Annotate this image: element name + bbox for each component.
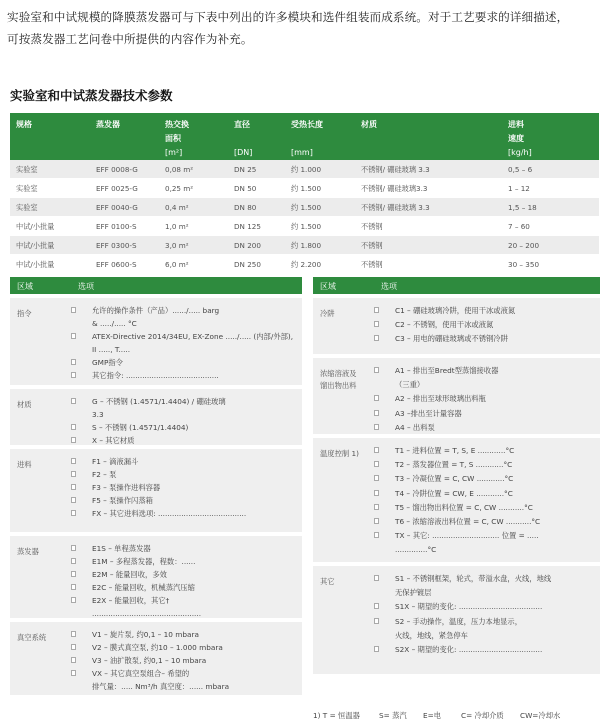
spec-cell-material: 不锈钢 <box>361 241 383 250</box>
option-group <box>10 445 302 532</box>
checkbox[interactable] <box>71 333 76 339</box>
spec-cell-dn: DN 125 <box>234 222 261 231</box>
option-group <box>313 562 600 674</box>
intro-text <box>7 6 607 50</box>
checkbox[interactable] <box>71 398 76 404</box>
option-label: A3 –排出至计量容器 <box>395 408 462 418</box>
option-label: E2C – 能量回收，机械蒸汽压缩 <box>92 583 195 592</box>
spec-cell-area: 0,08 m² <box>165 165 194 174</box>
option-label: C1 – 硼硅玻璃冷阱，使用干冰或液氮 <box>395 306 516 315</box>
checkbox[interactable] <box>374 475 379 481</box>
option-label: C3 – 用电的硼硅玻璃或不锈钢冷阱 <box>395 334 508 344</box>
spec-table-row <box>10 255 599 274</box>
checkbox[interactable] <box>374 395 379 401</box>
header-feed: 进料 速度 [kg/h] <box>508 120 532 157</box>
option-label: VX – 其它真空泵组合– 希望的 <box>92 669 190 678</box>
checkbox[interactable] <box>374 321 379 327</box>
option-label: 其它指令: ........................................ <box>92 371 219 380</box>
spec-cell-length: 约 1.500 <box>291 184 322 193</box>
option-label: S2 – 手动操作，温度，压力本地显示， <box>395 616 523 626</box>
header-diameter: 直径 [DN] <box>234 120 253 157</box>
spec-cell-material: 不锈钢/ 硼硅玻璃3.3 <box>361 184 428 193</box>
footnote-e: E=电 <box>423 711 442 720</box>
options-panel-left <box>10 277 302 695</box>
option-group <box>10 385 302 445</box>
option-label: A1 – 排出至Bredt型蒸馏接收器 <box>395 366 499 375</box>
checkbox[interactable] <box>374 461 379 467</box>
option-label: 3.3 <box>92 410 104 419</box>
spec-cell-dn: DN 250 <box>234 260 261 269</box>
spec-table <box>10 113 599 274</box>
spec-table-row <box>10 179 599 198</box>
header-options-right: 选项 <box>381 282 397 291</box>
option-label: X – 其它材质 <box>92 436 135 445</box>
option-label: T5 – 馏出物出料位置 = C, CW ...........°C <box>395 502 533 512</box>
spec-cell-material: 不锈钢 <box>361 260 383 269</box>
checkbox[interactable] <box>71 424 76 430</box>
checkbox[interactable] <box>71 372 76 378</box>
checkbox[interactable] <box>71 584 76 590</box>
spec-cell-dn: DN 80 <box>234 203 257 212</box>
option-label: GMP指令 <box>92 358 123 367</box>
option-label: T2 – 蒸发器位置 = T, S ............°C <box>395 460 513 470</box>
spec-cell-length: 约 1.500 <box>291 222 322 231</box>
option-group-area: 其它 <box>320 577 335 586</box>
checkbox[interactable] <box>374 307 379 313</box>
option-label: 排气量：..... Nm³/h 真空度：...... mbara <box>92 682 230 691</box>
spec-cell-length: 约 2.200 <box>291 260 322 269</box>
spec-cell-dn: DN 200 <box>234 241 261 250</box>
option-label: C2 – 不锈钢，使用干冰或液氮 <box>395 320 494 330</box>
checkbox[interactable] <box>374 447 379 453</box>
header-scale: 规格 <box>16 120 32 129</box>
option-label: （三重） <box>395 380 425 390</box>
spec-cell-model: EFF 0100-S <box>96 222 137 231</box>
option-label: FX – 其它进料选项: ...................................... <box>92 509 247 518</box>
spec-cell-area: 3,0 m² <box>165 241 189 250</box>
option-label: V3 – 油扩散泵, 约0,1 – 10 mbara <box>92 656 207 665</box>
option-label: F5 – 泵操作闪蒸箱 <box>92 496 153 505</box>
spec-section-title: 实验室和中试蒸发器技术参数 <box>10 88 173 103</box>
spec-cell-feed: 0,5 – 6 <box>508 165 533 174</box>
checkbox[interactable] <box>71 497 76 503</box>
option-label: ..............°C <box>395 545 437 555</box>
spec-cell-area: 6,0 m² <box>165 260 189 269</box>
checkbox[interactable] <box>71 558 76 564</box>
spec-cell-area: 1,0 m² <box>165 222 189 231</box>
option-group-area: 材质 <box>17 400 32 409</box>
option-label: S1 – 不锈钢框架，轮式，带溢水盘，火线，地线 <box>395 574 552 583</box>
spec-cell-material: 不锈钢 <box>361 222 383 231</box>
checkbox[interactable] <box>71 597 76 603</box>
option-label: A4 – 出料泵 <box>395 422 435 432</box>
footnote-s: S= 蒸汽 <box>379 711 407 720</box>
spec-cell-length: 约 1.000 <box>291 165 322 174</box>
spec-cell-length: 约 1.500 <box>291 203 322 212</box>
option-group-area: 浓缩溶液及 馏出物出料 <box>320 369 357 390</box>
option-group-area: 指令 <box>17 309 32 318</box>
spec-cell-material: 不锈钢/ 硼硅玻璃 3.3 <box>361 165 430 174</box>
checkbox[interactable] <box>71 307 76 313</box>
option-label: T1 – 进料位置 = T, S, E ............°C <box>395 446 515 455</box>
checkbox[interactable] <box>71 510 76 516</box>
spec-cell-scale: 中试/小批量 <box>16 260 55 269</box>
header-material: 材质 <box>361 120 377 129</box>
option-label: T3 – 冷凝位置 = C, CW ............°C <box>395 474 514 484</box>
header-area: 热交换 面积 [m²] <box>165 120 189 157</box>
footnote-cw: CW=冷却水 <box>520 711 561 720</box>
checkbox[interactable] <box>71 458 76 464</box>
spec-cell-scale: 实验室 <box>16 184 38 193</box>
spec-cell-scale: 实验室 <box>16 203 38 212</box>
spec-cell-model: EFF 0300-S <box>96 241 137 250</box>
checkbox[interactable] <box>374 646 379 652</box>
checkbox[interactable] <box>71 670 76 676</box>
spec-cell-feed: 1 – 12 <box>508 184 530 193</box>
option-label: T4 – 冷阱位置 = CW, E ............°C <box>395 488 513 498</box>
option-label: ............................................... <box>92 609 202 618</box>
header-area-left: 区域 <box>17 282 33 291</box>
option-group-area: 冷阱 <box>320 309 335 318</box>
spec-cell-area: 0,4 m² <box>165 203 189 212</box>
spec-cell-scale: 实验室 <box>16 165 38 174</box>
checkbox[interactable] <box>71 571 76 577</box>
checkbox[interactable] <box>71 545 76 551</box>
checkbox[interactable] <box>374 618 379 624</box>
option-label: E2M – 能量回收，多效 <box>92 570 167 579</box>
option-label: 允许的操作条件（产品）....../..... barg <box>92 306 220 315</box>
option-label: 无保护镀层 <box>395 588 432 598</box>
intro-line-2: 可按蒸发器工艺问卷中所提供的内容作为补充。 <box>7 32 253 46</box>
checkbox[interactable] <box>374 575 379 581</box>
checkbox[interactable] <box>71 471 76 477</box>
option-group-area: 真空系统 <box>17 633 47 642</box>
header-length: 受热长度 [mm] <box>291 120 323 157</box>
checkbox[interactable] <box>374 410 379 416</box>
spec-table-row <box>10 198 599 217</box>
spec-cell-dn: DN 25 <box>234 165 257 174</box>
footnote-c: C= 冷却介质 <box>461 711 504 720</box>
checkbox[interactable] <box>374 367 379 373</box>
checkbox[interactable] <box>71 484 76 490</box>
spec-table-header <box>10 113 599 160</box>
footnote-t: 1) T = 恒温器 <box>313 711 360 720</box>
spec-cell-model: EFF 0040-G <box>96 203 138 212</box>
spec-table-row <box>10 160 599 179</box>
option-label: ATEX-Directive 2014/34EU, EX-Zone ...../..... (内部/外部), <box>92 332 294 341</box>
checkbox[interactable] <box>71 437 76 443</box>
checkbox[interactable] <box>374 532 379 538</box>
option-label: F3 – 泵操作进料容器 <box>92 483 161 492</box>
option-label: S2X – 期望的变化: .................................... <box>395 645 543 654</box>
spec-cell-dn: DN 50 <box>234 184 257 193</box>
option-label: V1 – 旋片泵, 约0,1 – 10 mbara <box>92 630 199 639</box>
checkbox[interactable] <box>71 631 76 637</box>
option-group <box>313 294 600 354</box>
option-label: F1 – 滴液漏斗 <box>92 457 139 466</box>
option-group-area: 蒸发器 <box>17 547 39 556</box>
option-label: E1S – 单程蒸发器 <box>92 544 151 553</box>
header-options-left: 选项 <box>78 282 94 291</box>
option-label: F2 – 泵 <box>92 470 117 479</box>
options-panel-right-header <box>313 277 600 294</box>
spec-cell-feed: 1,5 – 18 <box>508 203 537 212</box>
spec-table-row <box>10 236 599 255</box>
checkbox[interactable] <box>71 359 76 365</box>
spec-cell-model: EFF 0008-G <box>96 165 138 174</box>
spec-cell-model: EFF 0600-S <box>96 260 137 269</box>
checkbox[interactable] <box>374 518 379 524</box>
checkbox[interactable] <box>374 335 379 341</box>
header-area-right: 区域 <box>320 282 336 291</box>
option-group <box>10 618 302 695</box>
checkbox[interactable] <box>71 657 76 663</box>
spec-cell-scale: 中试/小批量 <box>16 222 55 231</box>
spec-cell-model: EFF 0025-G <box>96 184 138 193</box>
spec-cell-material: 不锈钢/ 硼硅玻璃 3.3 <box>361 203 430 212</box>
checkbox[interactable] <box>374 603 379 609</box>
spec-table-body <box>10 160 599 274</box>
spec-cell-feed: 7 – 60 <box>508 222 530 231</box>
spec-cell-area: 0,25 m² <box>165 184 194 193</box>
spec-cell-feed: 30 – 350 <box>508 260 540 269</box>
spec-cell-scale: 中试/小批量 <box>16 241 55 250</box>
option-label: S1X – 期望的变化: .................................... <box>395 602 543 612</box>
option-label: A2 – 排出至球形玻璃出料瓶 <box>395 394 486 404</box>
option-label: 火线，地线，紧急停车 <box>395 630 468 640</box>
options-panel-left-header <box>10 277 302 294</box>
spec-table-row <box>10 217 599 236</box>
spec-cell-length: 约 1.800 <box>291 241 322 250</box>
option-label: T6 – 浓缩溶液出料位置 = C, CW ...........°C <box>395 517 541 526</box>
checkbox[interactable] <box>374 504 379 510</box>
checkbox[interactable] <box>71 644 76 650</box>
option-group <box>313 354 600 434</box>
option-group <box>10 294 302 385</box>
header-evaporator: 蒸发器 <box>96 120 120 129</box>
option-group <box>313 434 600 562</box>
option-label: II ....., T..... <box>92 345 131 354</box>
option-label: E1M – 多程蒸发器，程数：...... <box>92 557 196 566</box>
checkbox[interactable] <box>374 490 379 496</box>
option-label: & ...../..... °C <box>92 319 137 328</box>
spec-cell-feed: 20 – 200 <box>508 241 540 250</box>
intro-line-1: 实验室和中试规模的降膜蒸发器可与下表中列出的许多模块和选件组装而成系统。对于工艺要求的详细描述， <box>7 10 569 24</box>
option-label: G – 不锈钢 (1.4571/1.4404) / 硼硅玻璃 <box>92 397 226 406</box>
option-label: TX – 其它: ............................. 位置 = ..... <box>395 531 539 541</box>
options-panel-right <box>313 277 600 674</box>
option-group <box>10 532 302 618</box>
checkbox[interactable] <box>374 424 379 430</box>
option-group-area: 温度控制 1) <box>320 449 359 458</box>
option-group-area: 进料 <box>17 460 32 469</box>
option-label: V2 – 膜式真空泵, 约10 – 1.000 mbara <box>92 643 223 652</box>
option-label: E2X – 能量回收，其它† <box>92 596 170 605</box>
option-label: S – 不锈钢 (1.4571/1.4404) <box>92 423 189 432</box>
